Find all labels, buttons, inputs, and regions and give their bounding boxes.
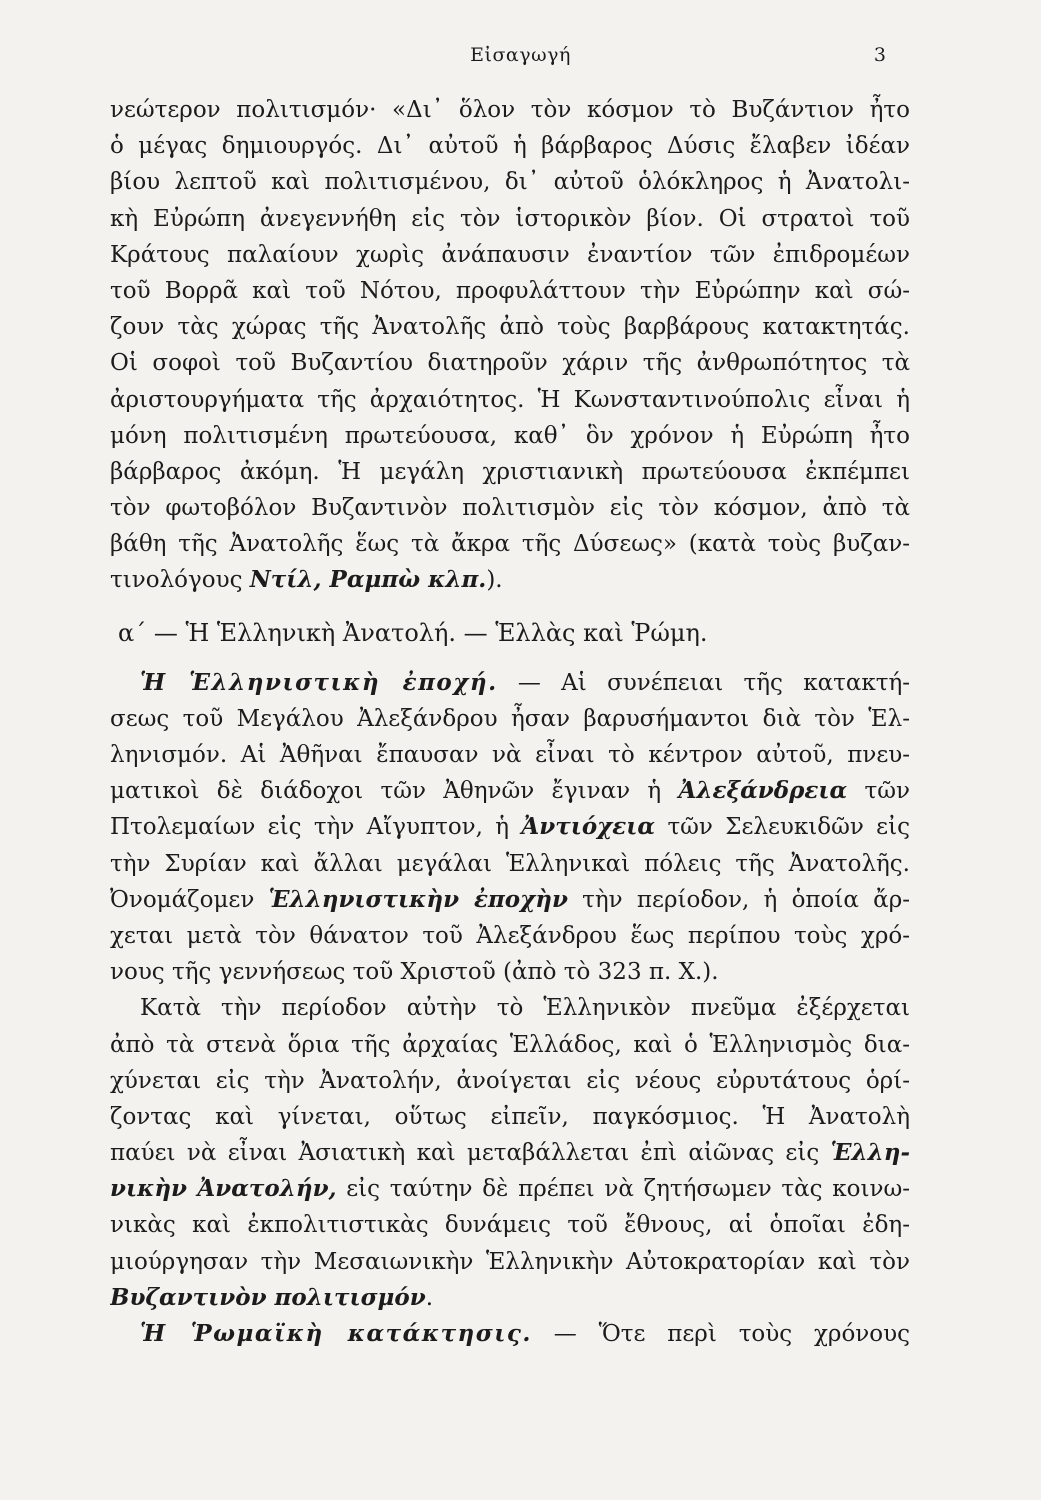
text-line: Πτολεμαίων εἰς τὴν Αἴγυπτον, ἡ Ἀντιόχεια τῶν Σελευκιδῶν εἰς [110, 813, 910, 841]
text-line: νους τῆς γεννήσεως τοῦ Χριστοῦ (ἀπὸ τὸ 323 π. Χ.). [110, 959, 719, 986]
text-line: ἀριστουργήματα τῆς ἀρχαιότητος. Ἡ Κωνσταντινούπολις εἶναι ἡ [110, 386, 910, 413]
body-text [110, 92, 910, 1352]
text-line: χεται μετὰ τὸν θάνατον τοῦ Ἀλεξάνδρου ἕως περίπου τοὺς χρό- [110, 922, 910, 949]
text-line: ὁ μέγας δημιουργός. Δι᾽ αὐτοῦ ἡ βάρβαρος Δύσις ἔλαβεν ἰδέαν [110, 133, 910, 160]
emphasis-authors: Ντίλ, Ραμπὼ κλπ. [249, 566, 487, 594]
text-line: μιούργησαν τὴν Μεσαιωνικὴν Ἑλληνικὴν Αὐτοκρατορίαν καὶ τὸν [110, 1248, 910, 1275]
text-line: κὴ Εὐρώπη ἀνεγεννήθη εἰς τὸν ἱστορικὸν βίον. Οἱ στρατοὶ τοῦ [110, 205, 910, 232]
text-line: τινολόγους Ντίλ, Ραμπὼ κλπ.). [110, 566, 503, 594]
text-line: Ἡ Ἑλληνιστικὴ ἐποχή. — Αἱ συνέπειαι τῆς κατακτή- [140, 668, 910, 696]
emphasis-term: νικὴν Ἀνατολήν, [110, 1175, 337, 1203]
running-title: Εἰσαγωγή [470, 44, 571, 66]
spacer [110, 653, 910, 665]
text-line: Κατὰ τὴν περίοδον αὐτὴν τὸ Ἑλληνικὸν πνεῦμα ἐξέρχεται [140, 995, 910, 1022]
run-in-heading: Ἡ Ἑλληνιστικὴ ἐποχή. [140, 668, 498, 696]
text-line: παύει νὰ εἶναι Ἀσιατικὴ καὶ μεταβάλλεται ἐπὶ αἰῶνας εἰς Ἑλλη- [110, 1139, 910, 1167]
page-number: 3 [873, 44, 886, 66]
text-line: ζοντας καὶ γίνεται, οὕτως εἰπεῖν, παγκόσμιος. Ἡ Ἀνατολὴ [110, 1103, 910, 1130]
text-line: χύνεται εἰς τὴν Ἀνατολήν, ἀνοίγεται εἰς νέους εὐρυτάτους ὁρί- [110, 1067, 910, 1094]
emphasis-term: Ἀντιόχεια [521, 813, 656, 841]
text-line: βίου λεπτοῦ καὶ πολιτισμένου, δι᾽ αὐτοῦ ὁλόκληρος ἡ Ἀνατολι- [110, 169, 910, 196]
paragraph-1 [110, 92, 910, 599]
emphasis-term: Ἑλληνιστικὴν ἐποχὴν [268, 885, 568, 913]
section-heading: α΄ — Ἡ Ἑλληνικὴ Ἀνατολή. — Ἑλλὰς καὶ Ῥώμη. [118, 618, 708, 647]
text-line: ληνισμόν. Αἱ Ἀθῆναι ἔπαυσαν νὰ εἶναι τὸ κέντρον αὐτοῦ, πνευ- [110, 742, 910, 768]
emphasis-term: Ἀλεξάνδρεια [678, 777, 848, 805]
emphasis-term: Ἑλλη- [830, 1139, 910, 1167]
paragraph-4 [110, 1316, 910, 1352]
text-line: Οἱ σοφοὶ τοῦ Βυζαντίου διατηροῦν χάριν τῆς ἀνθρωπότητος τὰ [110, 350, 910, 377]
text-line: βάρβαρος ἀκόμη. Ἡ μεγάλη χριστιανικὴ πρωτεύουσα ἐκπέμπει [110, 458, 910, 485]
text-line: σεως τοῦ Μεγάλου Ἀλεξάνδρου ἦσαν βαρυσήμαντοι διὰ τὸν Ἑλ- [110, 705, 910, 732]
text-line: μόνη πολιτισμένη πρωτεύουσα, καθ᾽ ὃν χρόνον ἡ Εὐρώπη ἦτο [110, 422, 910, 449]
emphasis-term: Βυζαντινὸν πολιτισμόν [110, 1283, 426, 1311]
text-line: τοῦ Βορρᾶ καὶ τοῦ Νότου, προφυλάττουν τὴν Εὐρώπην καὶ σώ- [110, 277, 910, 304]
text-line: ἀπὸ τὰ στενὰ ὅρια τῆς ἀρχαίας Ἑλλάδος, καὶ ὁ Ἑλληνισμὸς δια- [110, 1031, 910, 1058]
paragraph-2 [110, 665, 910, 991]
text-line: τὴν Συρίαν καὶ ἄλλαι μεγάλαι Ἑλληνικαὶ πόλεις τῆς Ἀνατολῆς. [110, 850, 910, 877]
text-line: Βυζαντινὸν πολιτισμόν. [110, 1283, 433, 1311]
text-line: ζουν τὰς χώρας τῆς Ἀνατολῆς ἀπὸ τοὺς βαρβάρους κατακτητάς. [110, 314, 910, 341]
text-line: ματικοὶ δὲ διάδοχοι τῶν Ἀθηνῶν ἔγιναν ἡ Ἀλεξάνδρεια τῶν [110, 777, 910, 805]
text-line: Ὀνομάζομεν Ἑλληνιστικὴν ἐποχὴν τὴν περίοδον, ἡ ὁποία ἄρ- [110, 885, 910, 913]
spacer [110, 599, 910, 613]
text-line: Ἡ Ῥωμαϊκὴ κατάκτησις. — Ὅτε περὶ τοὺς χρόνους [140, 1320, 910, 1347]
text-line: τὸν φωτοβόλον Βυζαντινὸν πολιτισμὸν εἰς τὸν κόσμον, ἀπὸ τὰ [110, 495, 910, 522]
running-head [0, 40, 1041, 70]
text-line: νικὰς καὶ ἐκπολιτιστικὰς δυνάμεις τοῦ ἔθνους, αἱ ὁποῖαι ἐδη- [110, 1212, 910, 1239]
text-line: νικὴν Ἀνατολήν, εἰς ταύτην δὲ πρέπει νὰ ζητήσωμεν τὰς κοινω- [110, 1175, 910, 1203]
run-in-heading: Ἡ Ῥωμαϊκὴ κατάκτησις. [140, 1320, 532, 1347]
paragraph-3 [110, 990, 910, 1316]
text-line: νεώτερον πολιτισμόν· «Δι᾽ ὅλον τὸν κόσμον τὸ Βυζάντιον ἦτο [110, 97, 910, 123]
text-line: βάθη τῆς Ἀνατολῆς ἕως τὰ ἄκρα τῆς Δύσεως» (κατὰ τοὺς βυζαν- [110, 531, 910, 558]
text-line: Κράτους παλαίουν χωρὶς ἀνάπαυσιν ἐναντίον τῶν ἐπιδρομέων [110, 241, 910, 268]
